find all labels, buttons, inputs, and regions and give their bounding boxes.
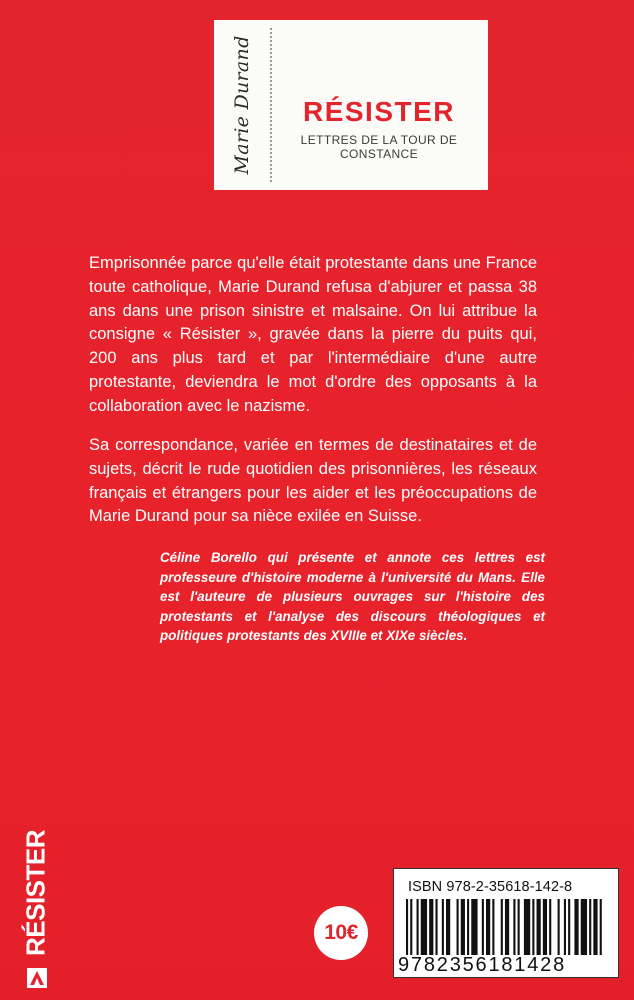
barcode-digits: 9782356181428 — [398, 954, 566, 976]
blurb-paragraph: Sa correspondance, variée en termes de destinataires et de sujets, décrit le rude quotidien des prisonnières, les réseaux français et étrangers pour les aider et les préoccupations de Marie Durand pour sa nièce exilée en Suisse. — [89, 436, 537, 526]
editor-bio: Céline Borello qui présente et annote ces lettres est professeure d'histoire moderne à l'université du Mans. Elle est l'auteure de plusieurs ouvrages sur l'histoire des protestants et l'analyse des discours théologiques et politiques protestants des XVIIIe et XIXe siècles. — [160, 550, 545, 644]
isbn-label: ISBN 978-2-35618-142-8 — [408, 879, 573, 895]
blurb-paragraph: Emprisonnée parce qu'elle était protestante dans une France toute catholique, Marie Durand refusa d'abjurer et passa 38 ans dans une prison sinistre et malsaine. On lui attribue la consigne « Résister », gravée dans la pierre du puits qui, 200 ans plus tard et par l'intermédiaire d'une autre protestante, deviendra le mot d'ordre des opposants à la collaboration avec le nazisme. — [89, 254, 537, 415]
card-author-strip — [214, 20, 270, 190]
barcode-panel — [393, 868, 619, 978]
title-card — [214, 20, 488, 190]
price-badge: 10€ — [314, 906, 368, 960]
publisher-logo-text: RÉSISTER — [20, 829, 51, 957]
book-title: RÉSISTER — [302, 96, 456, 127]
book-subtitle: LETTRES DE LA TOUR DE CONSTANCE — [300, 133, 458, 161]
publisher-logo-icon — [27, 968, 47, 988]
author-name: Marie Durand — [231, 35, 253, 175]
barcode-icon — [406, 899, 606, 955]
dotted-divider — [270, 28, 272, 182]
